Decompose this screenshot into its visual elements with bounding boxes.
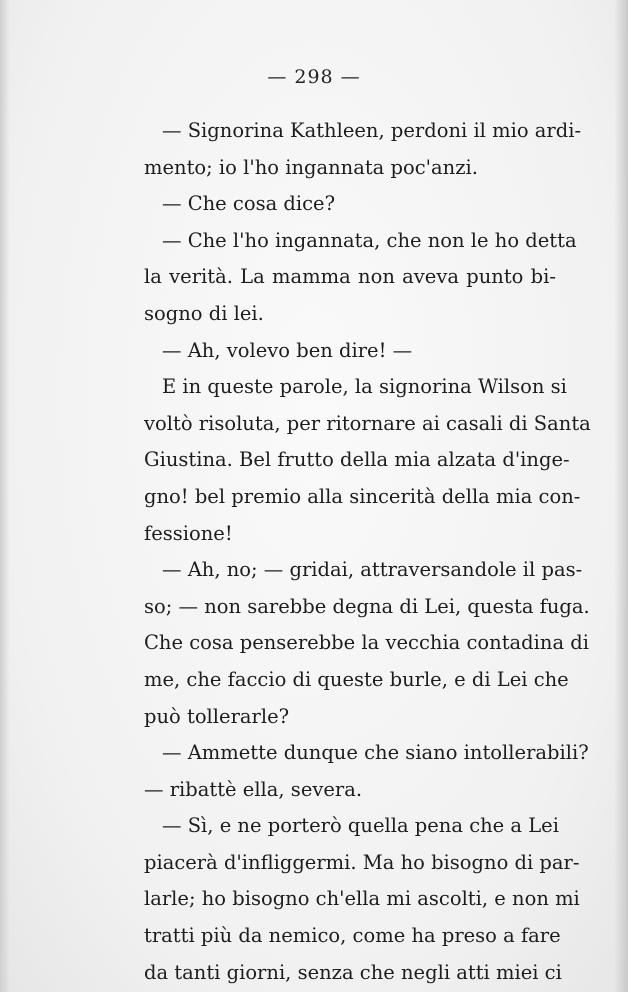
text-line: tratti più da nemico, come ha preso a fare xyxy=(144,924,561,948)
text-line: — Che cosa dice? xyxy=(162,192,336,216)
text-line: fessione! xyxy=(144,521,233,545)
page-edge-shadow-right xyxy=(614,0,628,992)
text-line: — Sì, e ne porterò quella pena che a Lei xyxy=(162,814,559,838)
text-line: — Ammette dunque che siano intollerabili? xyxy=(162,741,589,765)
text-line: me, che faccio di queste burle, e di Lei che xyxy=(144,667,569,691)
text-line: — Che l'ho ingannata, che non le ho detta xyxy=(162,228,577,252)
text-line: — Signorina Kathleen, perdoni il mio ardi- xyxy=(162,119,582,142)
text-line: E in queste parole, la signorina Wilson si xyxy=(162,375,567,399)
text-line: larle; ho bisogno ch'ella mi ascolti, e non mi xyxy=(144,887,580,911)
page-edge-shadow-left xyxy=(0,0,10,992)
text-line: Giustina. Bel frutto della mia alzata d'inge- xyxy=(144,448,570,472)
text-line: — Ah, volevo ben dire! — xyxy=(162,338,413,362)
text-line: voltò risoluta, per ritornare ai casali di Santa xyxy=(144,411,591,435)
text-line: — ribattè ella, severa. xyxy=(144,777,363,801)
text-line: so; — non sarebbe degna di Lei, questa fuga. xyxy=(144,594,590,618)
text-line: — Ah, no; — gridai, attraversandole il pas- xyxy=(162,558,583,582)
body-text xyxy=(144,113,591,991)
text-line: può tollerarle? xyxy=(144,704,290,728)
text-line: mento; io l'ho ingannata poc'anzi. xyxy=(144,155,478,179)
text-line: la verità. La mamma non aveva punto bi- xyxy=(144,265,556,289)
text-line: da tanti giorni, senza che negli atti miei ci xyxy=(144,960,562,984)
page-number: — 298 — xyxy=(267,66,361,88)
text-line: Che cosa penserebbe la vecchia contadina di xyxy=(144,631,589,655)
text-line: gno! bel premio alla sincerità della mia con- xyxy=(144,484,581,508)
text-line: sogno di lei. xyxy=(144,301,264,325)
text-line: piacerà d'infliggermi. Ma ho bisogno di par- xyxy=(144,850,580,874)
